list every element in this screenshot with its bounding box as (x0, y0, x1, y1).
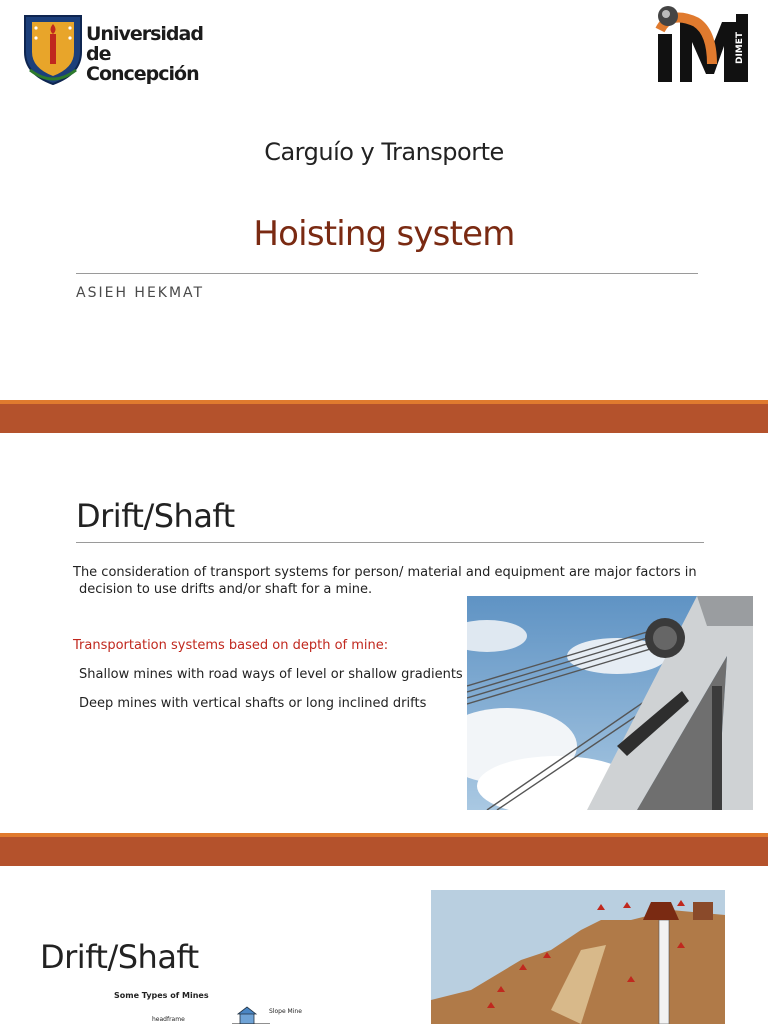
page-title: Hoisting system (253, 214, 515, 254)
diagram-caption: Some Types of Mines (114, 991, 209, 1000)
dimet-logo (652, 4, 750, 86)
slide-title: Drift/Shaft (40, 938, 199, 976)
title-slide (0, 0, 768, 400)
slide-separator (0, 833, 768, 866)
university-shield-icon (22, 12, 84, 86)
intro-line-2: decision to use drifts and/or shaft for a mine. (79, 582, 373, 597)
university-name-line2: de Concepción (86, 43, 199, 85)
dimet-logo-text: DIMET (735, 31, 745, 65)
drift-shaft-slide (0, 433, 768, 833)
title-divider (76, 273, 698, 274)
university-name-line1: Universidad (86, 23, 203, 45)
drift-shaft-slide-2 (0, 866, 768, 1024)
mine-types-diagram (114, 991, 334, 1024)
university-logo (22, 10, 222, 88)
subject-title: Carguío y Transporte (264, 138, 504, 166)
list-item: Deep mines with vertical shafts or long inclined drifts (79, 696, 427, 711)
author-name: ASIEH HEKMAT (76, 285, 205, 301)
title-divider (76, 542, 704, 543)
university-name (86, 24, 222, 84)
list-item: Shallow mines with road ways of level or shallow gradients (79, 667, 463, 682)
slide-separator (0, 400, 768, 433)
slide-title: Drift/Shaft (76, 497, 235, 535)
label-slope-mine: Slope Mine (269, 1008, 302, 1015)
transport-heading: Transportation systems based on depth of mine: (73, 638, 389, 653)
house-icon (232, 1005, 270, 1024)
intro-paragraph (73, 564, 713, 598)
mine-hazards-diagram (431, 890, 725, 1024)
label-headframe: headframe (152, 1016, 185, 1023)
headframe-photo (467, 596, 753, 810)
intro-line-1: The consideration of transport systems for person/ material and equipment are major factors in (73, 565, 697, 580)
